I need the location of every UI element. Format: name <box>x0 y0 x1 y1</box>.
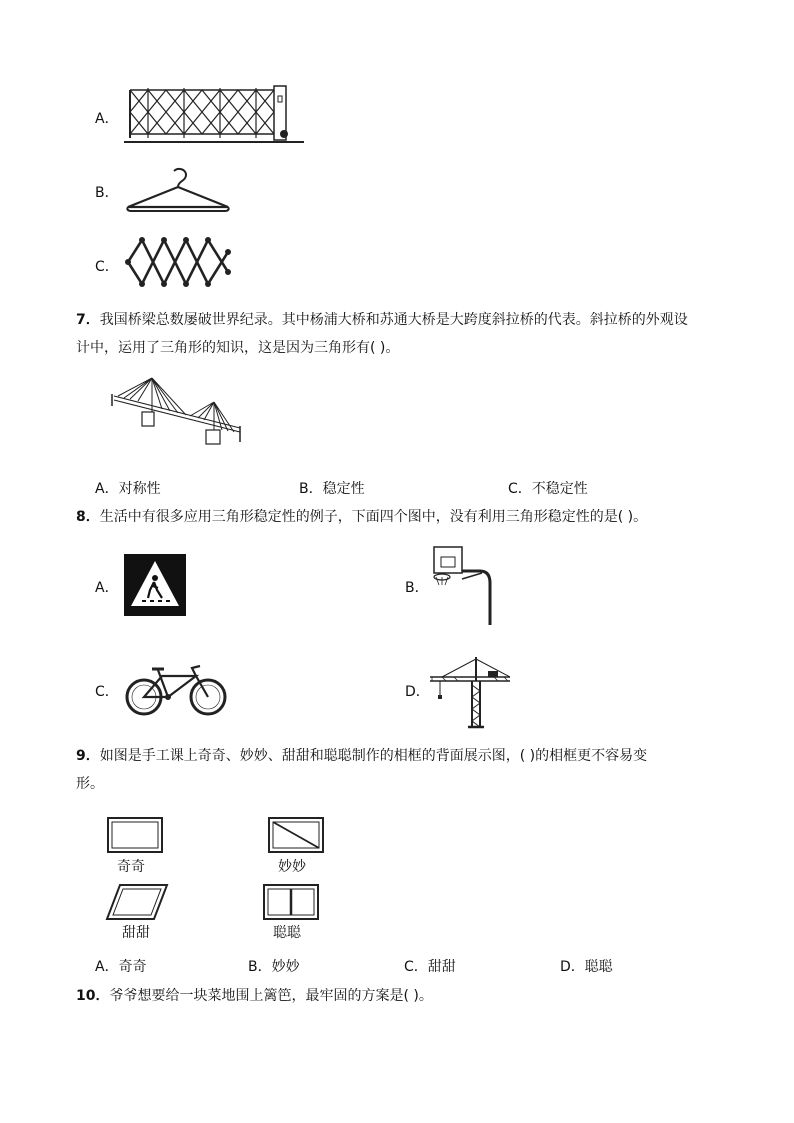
frame-miaomiao-image <box>268 817 324 853</box>
q9-text <box>76 742 716 798</box>
q7-text-line2: 计中，运用了三角形的知识，这是因为三角形有( )。 <box>76 340 400 356</box>
frame-label-tiantian: 甜甜 <box>122 925 150 941</box>
q8-option-a-label: A． <box>95 580 119 596</box>
frame-congcong-image <box>263 884 319 920</box>
q8-text <box>76 503 716 531</box>
frame-qiqi-image <box>107 817 163 853</box>
frame-tiantian-image <box>106 884 168 920</box>
q10-text-body: 爷爷想要给一块菜地围上篱笆，最牢固的方案是( )。 <box>109 988 433 1004</box>
q6-option-c-label: C． <box>95 259 119 275</box>
pedestrian-crossing-sign-image <box>124 554 186 616</box>
q9-number: 9． <box>76 748 100 764</box>
q6-option-a-label: A． <box>95 111 119 127</box>
frame-label-qiqi: 奇奇 <box>117 859 145 875</box>
q6-option-b-label: B． <box>95 185 119 201</box>
frame-label-miaomiao: 妙妙 <box>278 859 306 875</box>
q10-text <box>76 982 716 1010</box>
q7-option-a: A．对称性 <box>95 481 161 497</box>
frame-label-congcong: 聪聪 <box>273 925 301 941</box>
q8-option-d-label: D． <box>405 684 430 700</box>
q7-text <box>76 306 716 362</box>
q9-option-a: A．奇奇 <box>95 959 147 975</box>
cable-stayed-bridge-image <box>110 376 245 452</box>
basketball-hoop-image <box>428 545 500 627</box>
q7-number: 7． <box>76 312 100 328</box>
q7-option-b: B．稳定性 <box>299 481 365 497</box>
q9-option-c: C．甜甜 <box>404 959 456 975</box>
q8-option-c-label: C． <box>95 684 119 700</box>
clothes-hanger-image <box>124 165 232 215</box>
q7-option-c: C．不稳定性 <box>508 481 588 497</box>
tower-crane-image <box>428 655 512 729</box>
q8-number: 8． <box>76 509 100 525</box>
q9-text-line2: 形。 <box>76 776 104 792</box>
q8-text-body: 生活中有很多应用三角形稳定性的例子，下面四个图中，没有利用三角形稳定性的是( )。 <box>99 509 648 525</box>
folding-gate-image <box>124 82 306 146</box>
q8-option-b-label: B． <box>405 580 429 596</box>
q9-text-line1: 如图是手工课上奇奇、妙妙、甜甜和聪聪制作的相框的背面展示图，( )的相框更不容易变 <box>99 748 648 764</box>
bicycle-image <box>124 664 230 718</box>
q9-option-b: B．妙妙 <box>248 959 300 975</box>
q10-number: 10． <box>76 988 110 1004</box>
expandable-lattice-image <box>124 236 234 288</box>
q7-text-line1: 我国桥梁总数屡破世界纪录。其中杨浦大桥和苏通大桥是大跨度斜拉桥的代表。斜拉桥的外观设 <box>99 312 688 328</box>
q9-option-d: D．聪聪 <box>560 959 613 975</box>
